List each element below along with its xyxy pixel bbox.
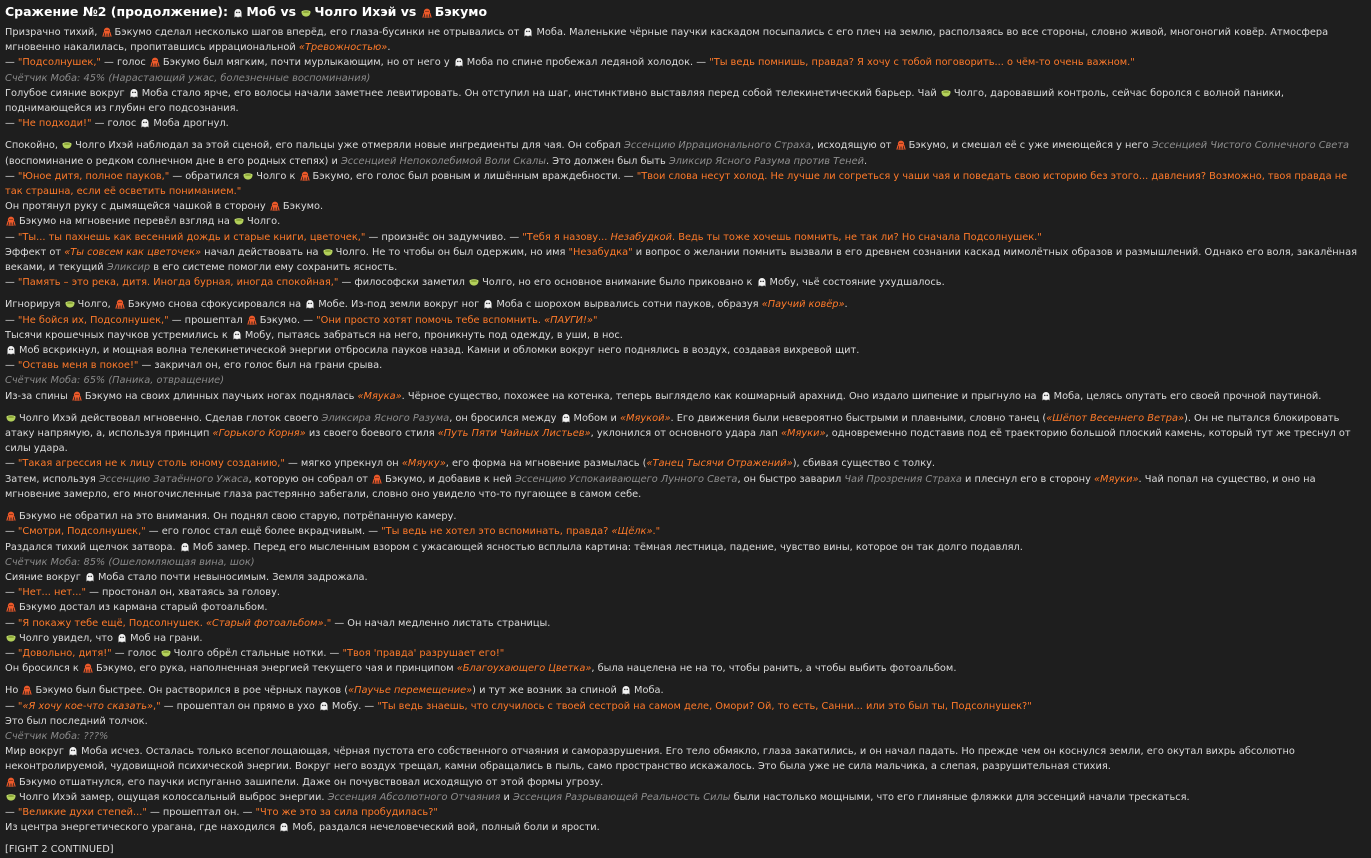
- story-line: [5, 86, 1365, 116]
- narration-text: Бэкумо. —: [259, 314, 317, 326]
- skill-name: «Старый фотоальбом»: [205, 617, 324, 629]
- story-line: [5, 358, 1365, 373]
- story-line: [5, 411, 1365, 457]
- story-line: [5, 524, 1365, 539]
- narration-text: —: [5, 118, 18, 130]
- narration-text: Голубое сияние вокруг: [5, 87, 128, 99]
- narration-text: Сражение №2 (продолжение):: [5, 4, 233, 19]
- ghost-icon: [117, 633, 127, 642]
- story-line: [5, 373, 1365, 388]
- dialogue-text: "Они просто хотят помочь тебе вспомнить.: [316, 314, 545, 326]
- narration-text: Затем, используя: [5, 473, 99, 485]
- narration-text: —: [5, 277, 18, 289]
- dialogue-text: "Твои слова несут холод. Не лучше ли согреться у чаши чая и поведать свою историю без этого... давления? Возможно, твоя правда не так страшна, если её осветить пониманием.": [5, 170, 1348, 198]
- narration-text: , его форма на мгновение размылась (: [445, 458, 647, 470]
- narration-text: Бэкумо снова сфокусировался на: [127, 299, 305, 311]
- story-line: [5, 600, 1365, 615]
- tea-cup-icon: [6, 633, 16, 642]
- story-paragraph: [5, 509, 1365, 676]
- narration-text: Моб замер. Перед его мысленным взором с ужасающей ясностью всплыла картина: тёмная лестница, падение, чувство вины, которое он так долго подавлял.: [192, 541, 1023, 553]
- skill-name: «Мяуки»: [780, 428, 826, 440]
- story-line: [5, 199, 1365, 214]
- narration-text: Чолго,: [77, 299, 114, 311]
- narration-text: Призрачно тихий,: [5, 27, 101, 38]
- story-line: [5, 805, 1365, 820]
- ghost-icon: [305, 299, 315, 308]
- narration-text: Бэкумо отшатнулся, его паучки испуганно зашипели. Даже он почувствовал исходящую от этой формы угрозу.: [19, 776, 604, 788]
- essence-name: Эссенция Разрывающей Реальность Силы: [513, 791, 731, 803]
- story-line: [5, 214, 1365, 229]
- fight-status-footer: [FIGHT 2 CONTINUED]: [5, 844, 114, 856]
- story-paragraph: [5, 683, 1365, 835]
- narration-text: .: [387, 42, 391, 54]
- narration-text: — мягко упрекнул он: [284, 458, 402, 470]
- skill-name: «Мяуки»: [1093, 473, 1139, 485]
- story-line: [5, 116, 1365, 131]
- narration-text: — Он начал медленно листать страницы.: [331, 617, 551, 629]
- story-line: [5, 714, 1365, 729]
- story-line: [5, 297, 1365, 312]
- narration-text: Чолго к: [256, 170, 299, 182]
- narration-text: , он быстро заварил: [737, 473, 845, 485]
- skill-name: «Шёпот Весеннего Ветра»: [1046, 412, 1184, 424]
- skill-name: «Ты совсем как цветочек»: [64, 246, 202, 258]
- narration-text: из своего боевого стиля: [305, 428, 438, 440]
- story-line: [5, 646, 1365, 661]
- octopus-icon: [102, 27, 112, 36]
- story-paragraph: [5, 138, 1365, 290]
- ghost-icon: [68, 746, 78, 755]
- narration-text: Спокойно,: [5, 140, 62, 152]
- essence-name: Эссенцией Непоколебимой Воли Скалы: [340, 155, 547, 167]
- narration-text: и плеснул его в сторону: [961, 473, 1094, 485]
- narration-text: — обратился: [169, 170, 243, 182]
- narration-text: Моба исчез. Осталась только всепоглощающая, чёрная пустота его собственного отчаяния и саморазрушения. Его тело обмякло, глаза закатились, и он начал падать. Но прежде чем он коснулся земли, его окутал вихрь абсолютно неконтролируемой, чудовищной психической энергии. Вокруг него воздух трещал, камни обращались в пыль, само пространство искажалось. Это была уже не сила мальчика, а слепая, разрушительная стихия.: [5, 746, 1295, 773]
- ghost-icon: [483, 299, 493, 308]
- dialogue-text: "Ты... ты пахнешь как весенний дождь и старые книги, цветочек,": [17, 231, 366, 243]
- story-line: [5, 820, 1365, 835]
- narration-text: Чолго Ихэй vs: [314, 4, 421, 19]
- story-line: [5, 570, 1365, 585]
- narration-text: —: [5, 360, 18, 372]
- narration-text: —: [5, 526, 18, 538]
- essence-name: Эссенцией Чистого Солнечного Света: [1151, 140, 1350, 152]
- narration-text: —: [5, 458, 18, 470]
- ghost-icon: [6, 345, 16, 354]
- ghost-icon: [1041, 391, 1051, 400]
- story-line: [5, 699, 1365, 714]
- story-line: [5, 275, 1365, 290]
- narration-text: ), сбивая существо с толку.: [792, 458, 936, 470]
- narration-text: Бэкумо был быстрее. Он растворился в рое чёрных пауков (: [35, 685, 349, 697]
- narration-text: ). Он не пытался блокировать атаку напрямую, а, используя принцип: [5, 412, 1340, 440]
- story-line: [5, 472, 1365, 502]
- story-line: [5, 729, 1365, 744]
- narration-text: Он протянул руку с дымящейся чашкой в сторону: [5, 201, 269, 213]
- dialogue-text: ": [17, 700, 23, 712]
- story-line: [5, 790, 1365, 805]
- tea-cup-icon: [301, 8, 311, 17]
- essence-name: Эссенция Абсолютного Отчаяния: [327, 791, 501, 803]
- dialogue-text: "Не подходи!": [17, 118, 92, 130]
- narration-text: —: [5, 231, 18, 243]
- narration-text: Моб vs: [246, 4, 301, 19]
- narration-text: Тысячи крошечных паучков устремились к: [5, 329, 231, 341]
- skill-name: «Щёлк»: [611, 526, 653, 538]
- narration-text: Бэкумо: [434, 4, 488, 19]
- narration-text: Моб, раздался нечеловеческий вой, полный боли и ярости.: [292, 822, 600, 834]
- narration-text: и вопрос о желании помнить вызвали в его древнем сознании каскад мимолётных образов и размышлений. Однако его воля, закалённая веками, и текущий: [5, 246, 1357, 274]
- dialogue-text: "Незабудка": [568, 246, 633, 258]
- octopus-icon: [150, 57, 160, 66]
- narration-text: Чолго. Не то чтобы он был одержим, но имя: [335, 246, 569, 258]
- narration-text: Но: [5, 685, 22, 697]
- narration-text: — простонал он, хватаясь за голову.: [85, 587, 280, 599]
- narration-text: Бэкумо на мгновение перевёл взгляд на: [19, 216, 234, 228]
- octopus-icon: [6, 602, 16, 611]
- narration-text: Бэкумо достал из кармана старый фотоальбом.: [19, 602, 268, 614]
- story-line: [5, 456, 1365, 471]
- mob-counter: Счётчик Моба: 45% (Нарастающий ужас, болезненные воспоминания): [5, 72, 371, 84]
- essence-name: Эссенцию Затаённого Ужаса: [98, 473, 249, 485]
- narration-text: . Чай попал на существо, и оно на мгновение замерло, его многочисленные глаза растерянно забегали, словно оно увидело что-то пугающее в самом себе.: [5, 473, 1316, 500]
- story-line: [5, 328, 1365, 343]
- ghost-icon: [757, 277, 767, 286]
- ghost-icon: [129, 88, 139, 97]
- story-line: [5, 389, 1365, 404]
- mob-counter: Счётчик Моба: ???%: [5, 730, 109, 742]
- dialogue-text: .": [652, 526, 661, 538]
- story-line: [5, 245, 1365, 275]
- skill-name: «Мяуку»: [401, 458, 446, 470]
- tea-cup-icon: [161, 648, 171, 657]
- octopus-icon: [83, 663, 93, 672]
- story-line: [5, 55, 1365, 70]
- story-line: [5, 616, 1365, 631]
- essence-name: Эликсир: [106, 262, 151, 274]
- tea-cup-icon: [6, 792, 16, 801]
- octopus-icon: [6, 216, 16, 225]
- dialogue-text: "Такая агрессия не к лицу столь юному созданию,": [17, 458, 285, 470]
- narration-text: . Чёрное существо, похожее на котенка, теперь выглядело как кошмарный арахнид. Оно издало шипение и прыгнуло на: [401, 390, 1040, 402]
- narration-text: , которую он собрал от: [248, 473, 372, 485]
- mob-counter: Счётчик Моба: 85% (Ошеломляющая вина, шок): [5, 556, 255, 568]
- narration-text: Бэкумо сделал несколько шагов вперёд, его глаза-бусинки не отрывались от: [114, 27, 523, 38]
- story-line: [5, 509, 1365, 524]
- dialogue-text: . Ведь ты тоже хочешь помнить, не так ли? Но сначала Подсолнушек.": [672, 231, 1042, 243]
- essence-name: Эссенцию Иррационального Страха: [623, 140, 811, 152]
- narration-text: Моб вскрикнул, и мощная волна телекинетической энергии отбросила пауков назад. Камни и обломки вокруг него поднялись в воздух, создавая вихревой щит.: [19, 345, 860, 357]
- narration-text: , исходящую от: [810, 140, 895, 152]
- narration-text: Мобу, чьё состояние ухудшалось.: [769, 277, 945, 289]
- narration-text: Мобу. —: [331, 700, 378, 712]
- narration-text: —: [5, 314, 18, 326]
- story-line: [5, 585, 1365, 600]
- message-body: [5, 25, 1365, 835]
- dialogue-text: "Довольно, дитя!": [17, 647, 112, 659]
- essence-name: Эликсир Ясного Разума против Теней: [668, 155, 864, 167]
- story-line: [5, 631, 1365, 646]
- narration-text: ) и тут же возник за спиной: [472, 685, 621, 697]
- narration-text: — голос: [91, 118, 140, 130]
- octopus-icon: [300, 171, 310, 180]
- narration-text: Бэкумо, его голос был ровным и лишённым враждебности. —: [312, 170, 637, 182]
- narration-text: — философски заметил: [338, 277, 469, 289]
- octopus-icon: [115, 299, 125, 308]
- narration-text: .: [844, 299, 848, 311]
- narration-text: Чолго, но его основное внимание было приковано к: [482, 277, 756, 289]
- narration-text: — произнёс он задумчиво. —: [365, 231, 523, 243]
- dialogue-text: ,": [153, 700, 161, 712]
- narration-text: —: [5, 700, 18, 712]
- tea-cup-icon: [234, 216, 244, 225]
- ghost-icon: [561, 413, 571, 422]
- story-line: [5, 313, 1365, 328]
- octopus-icon: [6, 511, 16, 520]
- ghost-icon: [180, 542, 190, 551]
- skill-name: «Мяукой»: [620, 412, 671, 424]
- narration-text: начал действовать на: [201, 246, 322, 258]
- dialogue-text: .": [323, 617, 332, 629]
- narration-text: . Его движения были невероятно быстрыми и плавными, словно танец (: [670, 412, 1047, 424]
- skill-name: «Благоухающего Цветка»: [456, 663, 592, 675]
- narration-text: , одновременно подставив под её траекторию большой плоский камень, который тут же треснул от силы удара.: [5, 428, 1351, 455]
- narration-text: Раздался тихий щелчок затвора.: [5, 541, 179, 553]
- skill-name: «Путь Пяти Чайных Листьев»: [437, 428, 591, 440]
- narration-text: Бэкумо на своих длинных паучьих ногах поднялась: [84, 390, 358, 402]
- dialogue-text: "Нет... нет...": [17, 587, 86, 599]
- dialogue-text: "Ты ведь не хотел это вспоминать, правда?: [381, 526, 612, 538]
- story-line: [5, 25, 1365, 55]
- narration-text: Чолго увидел, что: [19, 632, 117, 644]
- octopus-icon: [72, 391, 82, 400]
- narration-text: Из центра энергетического урагана, где находился: [5, 822, 279, 834]
- narration-text: были настолько мощными, что его глиняные фляжки для эссенций начали трескаться.: [730, 791, 1190, 803]
- narration-text: Эффект от: [5, 246, 65, 258]
- skill-name: «Паучье перемещение»: [348, 685, 473, 697]
- skill-name: «Тревожностью»: [298, 42, 388, 54]
- skill-name: Незабудкой: [610, 231, 672, 243]
- narration-text: .: [863, 155, 868, 167]
- skill-name: «ПАУГИ!»: [544, 314, 593, 326]
- octopus-icon: [270, 201, 280, 210]
- narration-text: — голос: [100, 57, 149, 69]
- story-line: [5, 138, 1365, 168]
- dialogue-text: "Оставь меня в покое!": [17, 360, 139, 372]
- narration-text: Чолго Ихэй наблюдал за этой сценой, его пальцы уже отмеряли новые ингредиенты для чая. Он собрал: [75, 140, 624, 152]
- narration-text: Бэкумо, его рука, наполненная энергией текущего чая и принципом: [95, 663, 457, 675]
- story-line: [5, 555, 1365, 570]
- dialogue-text: "Подсолнушек,": [17, 57, 101, 69]
- dialogue-text: "Тебя я назову...: [522, 231, 611, 243]
- skill-name: «Я хочу кое-что сказать»: [22, 700, 154, 712]
- essence-name: Чай Прозрения Страха: [844, 473, 962, 485]
- narration-text: —: [5, 647, 18, 659]
- narration-text: Игнорируя: [5, 299, 64, 311]
- story-line: [5, 744, 1365, 774]
- narration-text: Моба.: [634, 685, 664, 697]
- narration-text: (воспоминание о редком солнечном дне в его родных степях) и: [5, 155, 341, 167]
- narration-text: . Это должен был быть: [546, 155, 669, 167]
- narration-text: и: [500, 791, 514, 803]
- ghost-icon: [233, 8, 243, 17]
- narration-text: Чолго, даровавший контроль, сейчас боролся с волной паники, поднимающейся из глубин его подсознания.: [5, 87, 1284, 115]
- narration-text: Чолго Ихэй замер, ощущая колоссальный выброс энергии.: [19, 791, 328, 803]
- narration-text: Моба стало ярче, его волосы начали заметнее левитировать. Он отступил на шаг, инстинктивно выставляя перед собой телекинетический барьер. Чай: [141, 87, 940, 99]
- narration-text: Мобе. Из-под земли вокруг ног: [318, 299, 483, 311]
- narration-text: в его системе помогли ему сохранить ясность.: [150, 262, 398, 274]
- tea-cup-icon: [323, 247, 333, 256]
- narration-text: Чолго Ихэй действовал мгновенно. Сделав глоток своего: [19, 412, 322, 424]
- story-paragraph: [5, 297, 1365, 403]
- narration-text: Моба с шорохом вырвались сотни пауков, образуя: [496, 299, 762, 311]
- octopus-icon: [247, 315, 257, 324]
- octopus-icon: [372, 474, 382, 483]
- narration-text: Мир вокруг: [5, 746, 68, 758]
- narration-text: Мобу, пытаясь забраться на него, проникнуть под одежду, в уши, в нос.: [244, 329, 623, 341]
- octopus-icon: [22, 685, 32, 694]
- story-line: [5, 683, 1365, 698]
- narration-text: Бэкумо.: [282, 201, 324, 213]
- narration-text: Моба дрогнул.: [153, 118, 229, 130]
- narration-text: —: [5, 806, 18, 818]
- story-line: [5, 71, 1365, 86]
- narration-text: Бэкумо не обратил на это внимания. Он поднял свою старую, потрёпанную камеру.: [19, 511, 457, 523]
- narration-text: Мобом и: [573, 412, 620, 424]
- narration-text: — закричал он, его голос был на грани срыва.: [138, 360, 383, 372]
- dialogue-text: "Великие духи степей...": [17, 806, 147, 818]
- skill-name: «Мяука»: [357, 390, 402, 402]
- story-paragraph: [5, 411, 1365, 502]
- tea-cup-icon: [469, 277, 479, 286]
- narration-text: Моб на грани.: [130, 632, 203, 644]
- narration-text: , он бросился между: [449, 412, 560, 424]
- ghost-icon: [621, 685, 631, 694]
- dialogue-text: "Смотри, Подсолнушек,": [17, 526, 146, 538]
- story-line: [5, 343, 1365, 358]
- story-line: [5, 169, 1365, 199]
- ghost-icon: [279, 822, 289, 831]
- dialogue-text: "Юное дитя, полное пауков,": [17, 170, 170, 182]
- narration-text: , была нацелена не на то, чтобы ранить, а чтобы выбить фотоальбом.: [591, 663, 957, 675]
- narration-text: Моба. Маленькие чёрные паучки каскадом посыпались с его плеч на землю, расползаясь во все стороны, словно живой, многоногий ковёр. Атмосфера мгновенно накалилась, пропитавшись иррациональной: [5, 27, 1329, 54]
- skill-name: «Танец Тысячи Отражений»: [646, 458, 793, 470]
- octopus-icon: [896, 140, 906, 149]
- narration-text: — прошептал он. —: [146, 806, 256, 818]
- narration-text: Моба по спине пробежал ледяной холодок. —: [466, 57, 710, 69]
- narration-text: Это был последний толчок.: [5, 715, 148, 727]
- skill-name: «Паучий ковёр»: [761, 299, 845, 311]
- narration-text: Моба, целясь опутать его своей прочной паутиной.: [1053, 390, 1322, 402]
- narration-text: — его голос стал ещё более вкрадчивым. —: [145, 526, 382, 538]
- ghost-icon: [319, 701, 329, 710]
- message-title: [5, 3, 1365, 20]
- narration-text: — голос: [111, 647, 160, 659]
- story-paragraph: [5, 25, 1365, 131]
- narration-text: Из-за спины: [5, 390, 71, 402]
- mob-counter: Счётчик Моба: 65% (Паника, отвращение): [5, 375, 225, 387]
- narration-text: — прошептал он прямо в ухо: [160, 700, 318, 712]
- octopus-icon: [6, 777, 16, 786]
- essence-name: Эликсира Ясного Разума: [321, 412, 450, 424]
- narration-text: —: [5, 617, 18, 629]
- essence-name: Эссенцию Успокаивающего Лунного Света: [514, 473, 738, 485]
- tea-cup-icon: [65, 299, 75, 308]
- ghost-icon: [454, 57, 464, 66]
- narration-text: Чолго обрёл стальные нотки. —: [173, 647, 343, 659]
- narration-text: , уклонился от основного удара лап: [590, 428, 781, 440]
- tea-cup-icon: [62, 140, 72, 149]
- narration-text: —: [5, 57, 18, 69]
- dialogue-text: "Ты ведь знаешь, что случилось с твоей сестрой на самом деле, Омори? Ой, то есть, Санни... или это был ты, Подсолнушек?": [377, 700, 1032, 712]
- octopus-icon: [422, 8, 432, 17]
- dialogue-text: ": [592, 314, 598, 326]
- narration-text: Бэкумо был мягким, почти мурлыкающим, но от него у: [162, 57, 453, 69]
- ghost-icon: [523, 27, 533, 36]
- narration-text: — прошептал: [168, 314, 246, 326]
- dialogue-text: "Ты ведь помнишь, правда? Я хочу с тобой поговорить... о чём-то очень важном.": [709, 57, 1135, 69]
- narration-text: Чолго.: [247, 216, 281, 228]
- narration-text: Бэкумо, и смешал её с уже имеющейся у него: [908, 140, 1152, 152]
- ghost-icon: [232, 330, 242, 339]
- ghost-icon: [85, 572, 95, 581]
- story-line: [5, 775, 1365, 790]
- ghost-icon: [140, 118, 150, 127]
- dialogue-text: "Что же это за сила пробудилась?": [255, 806, 438, 818]
- narration-text: Моба стало почти невыносимым. Земля задрожала.: [97, 571, 368, 583]
- dialogue-text: "Память – это река, дитя. Иногда бурная, иногда спокойная,": [17, 277, 339, 289]
- narration-text: Бэкумо, и добавив к ней: [385, 473, 515, 485]
- narration-text: Он бросился к: [5, 663, 82, 675]
- dialogue-text: "Я покажу тебе ещё, Подсолнушек.: [17, 617, 206, 629]
- dialogue-text: "Твоя 'правда' разрушает его!": [342, 647, 505, 659]
- skill-name: «Горького Корня»: [212, 428, 306, 440]
- narration-text: —: [5, 170, 18, 182]
- narration-text: Сияние вокруг: [5, 571, 84, 583]
- tea-cup-icon: [941, 88, 951, 97]
- story-line: [5, 540, 1365, 555]
- tea-cup-icon: [243, 171, 253, 180]
- dialogue-text: "Не бойся их, Подсолнушек,": [17, 314, 169, 326]
- story-line: [5, 661, 1365, 676]
- narration-text: —: [5, 587, 18, 599]
- tea-cup-icon: [6, 413, 16, 422]
- story-line: [5, 230, 1365, 245]
